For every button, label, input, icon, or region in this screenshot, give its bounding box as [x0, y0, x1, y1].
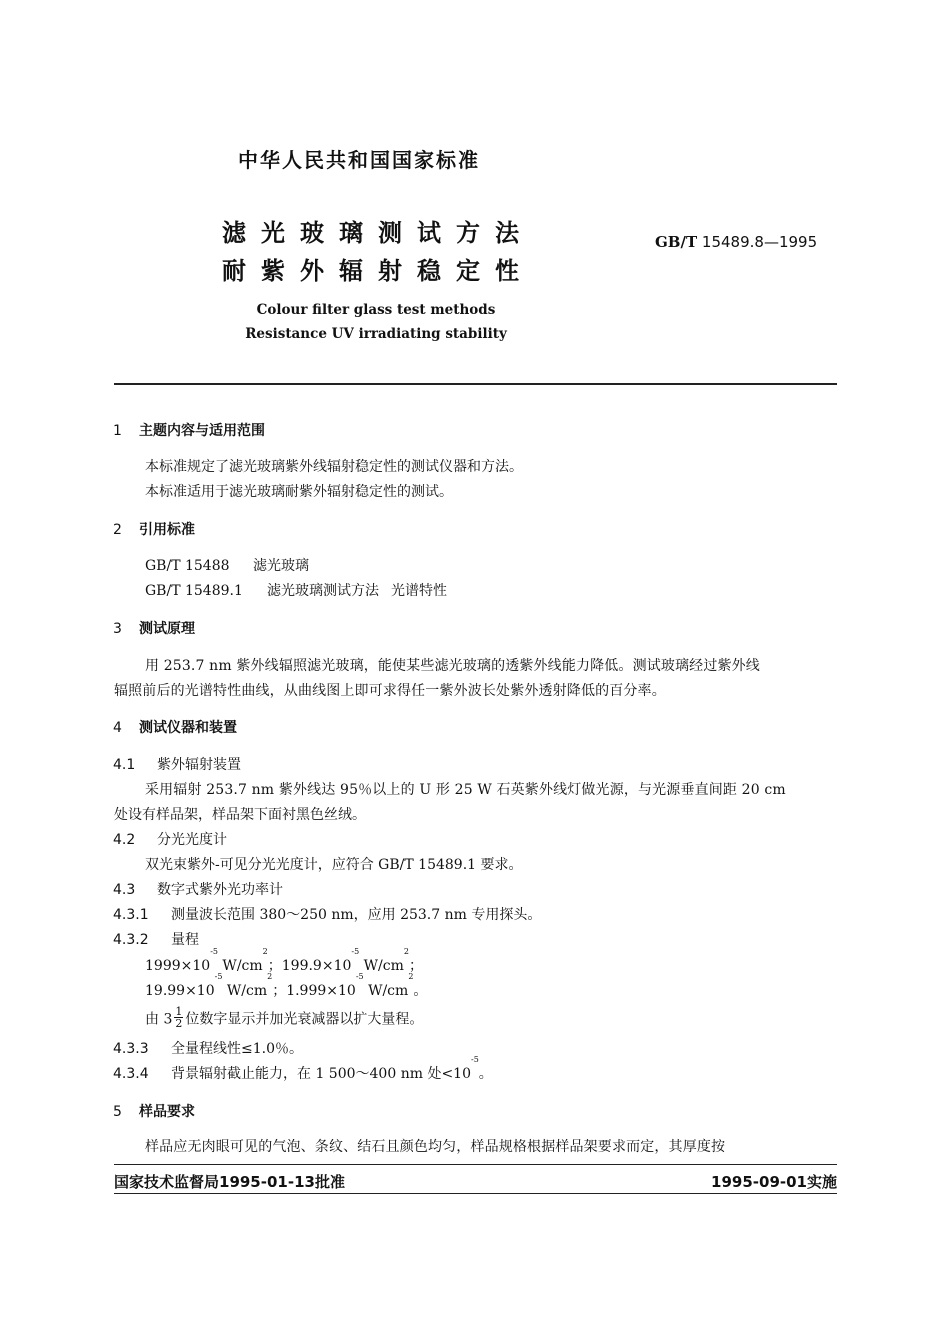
section-1-paragraph-1: 本标准规定了滤光玻璃紫外线辐射稳定性的测试仪器和方法。 [145, 459, 523, 475]
subsection-4-3-1: 4.3.1 测量波长范围 380～250 nm，应用 253.7 nm 专用探头。 [113, 907, 542, 923]
subsection-4-1-line-1: 采用辐射 253.7 nm 紫外线达 95％以上的 U 形 25 W 石英紫外线灯做光源，与光源垂直间距 20 cm [145, 782, 786, 798]
reference-2-subtitle: 光谱特性 [391, 583, 447, 599]
chinese-title-line-2: 耐紫外辐射稳定性 [222, 257, 534, 285]
section-5-heading: 5 样品要求 [113, 1104, 195, 1120]
subsection-4-2-text: 双光束紫外-可见分光光度计，应符合 GB/T 15489.1 要求。 [145, 857, 523, 873]
chinese-title-line-1: 滤光玻璃测试方法 [222, 219, 534, 247]
subsection-4-1-line-2: 处设有样品架，样品架下面衬黑色丝绒。 [114, 807, 366, 823]
reference-2-name: 滤光玻璃测试方法 [267, 583, 379, 599]
range-line-2: $19.99\times 10^{-5}$ $W/cm^2$；$1.999\times 10^{-5}$ $W/cm^2$。 [145, 972, 428, 999]
subsection-4-1-heading: 4.1 紫外辐射装置 [113, 757, 241, 773]
subsection-4-3-4: 4.3.4 背景辐射截止能力，在 1 500～400 nm 处$<10^{-5}$。 [113, 1055, 493, 1082]
reference-2-code: GB/T 15489.1 [145, 583, 243, 599]
english-title-line-1: Colour filter glass test methods [256, 302, 496, 318]
section-3-line-2: 辐照前后的光谱特性曲线，从曲线图上即可求得任一紫外波长处紫外透射降低的百分率。 [114, 683, 666, 699]
section-1-heading: 1 主题内容与适用范围 [113, 423, 265, 439]
subsection-4-3-2-heading: 4.3.2 量程 [113, 932, 199, 948]
section-1-paragraph-2: 本标准适用于滤光玻璃耐紫外辐射稳定性的测试。 [145, 484, 453, 500]
section-3-line-1: 用 253.7 nm 紫外线辐照滤光玻璃，能使某些滤光玻璃的透紫外线能力降低。测试玻璃经过紫外线 [145, 658, 760, 674]
reference-2 [145, 581, 447, 601]
standard-code: 15489.8—1995 [697, 233, 818, 251]
reference-1-code: GB/T 15488 [145, 558, 230, 574]
standard-number [655, 233, 817, 251]
footer-divider [114, 1164, 837, 1165]
section-4-heading: 4 测试仪器和装置 [113, 720, 237, 736]
footer-bottom-divider [114, 1193, 837, 1194]
standard-prefix: GB/T [655, 233, 698, 251]
implementation-date: 1995-09-01实施 [711, 1173, 837, 1191]
section-2-heading: 2 引用标准 [113, 522, 195, 538]
section-3-heading: 3 测试原理 [113, 621, 195, 637]
header-divider [114, 383, 837, 385]
subsection-4-2-heading: 4.2 分光光度计 [113, 832, 227, 848]
approval-date: 国家技术监督局1995-01-13批准 [114, 1173, 345, 1191]
subsection-4-3-heading: 4.3 数字式紫外光功率计 [113, 882, 283, 898]
country-standard-heading: 中华人民共和国国家标准 [238, 148, 480, 172]
half-fraction: $\frac{1}{2}$ [175, 1005, 183, 1030]
display-digits-line: 由 3 $\frac{1}{2}$ 位数字显示并加光衰减器以扩大量程。 [145, 1005, 424, 1030]
subsection-4-3-3: 4.3.3 全量程线性≤1.0％。 [113, 1041, 303, 1057]
reference-1 [145, 556, 321, 576]
english-title-line-2: Resistance UV irradiating stability [245, 326, 507, 342]
section-5-line-1: 样品应无肉眼可见的气泡、条纹、结石且颜色均匀，样品规格根据样品架要求而定，其厚度按 [145, 1139, 726, 1155]
reference-1-name: 滤光玻璃 [253, 558, 309, 574]
range-line-1: $1999\times 10^{-5}$ $W/cm^2$；$199.9\times 10^{-5}$ $W/cm^2$； [145, 947, 423, 974]
